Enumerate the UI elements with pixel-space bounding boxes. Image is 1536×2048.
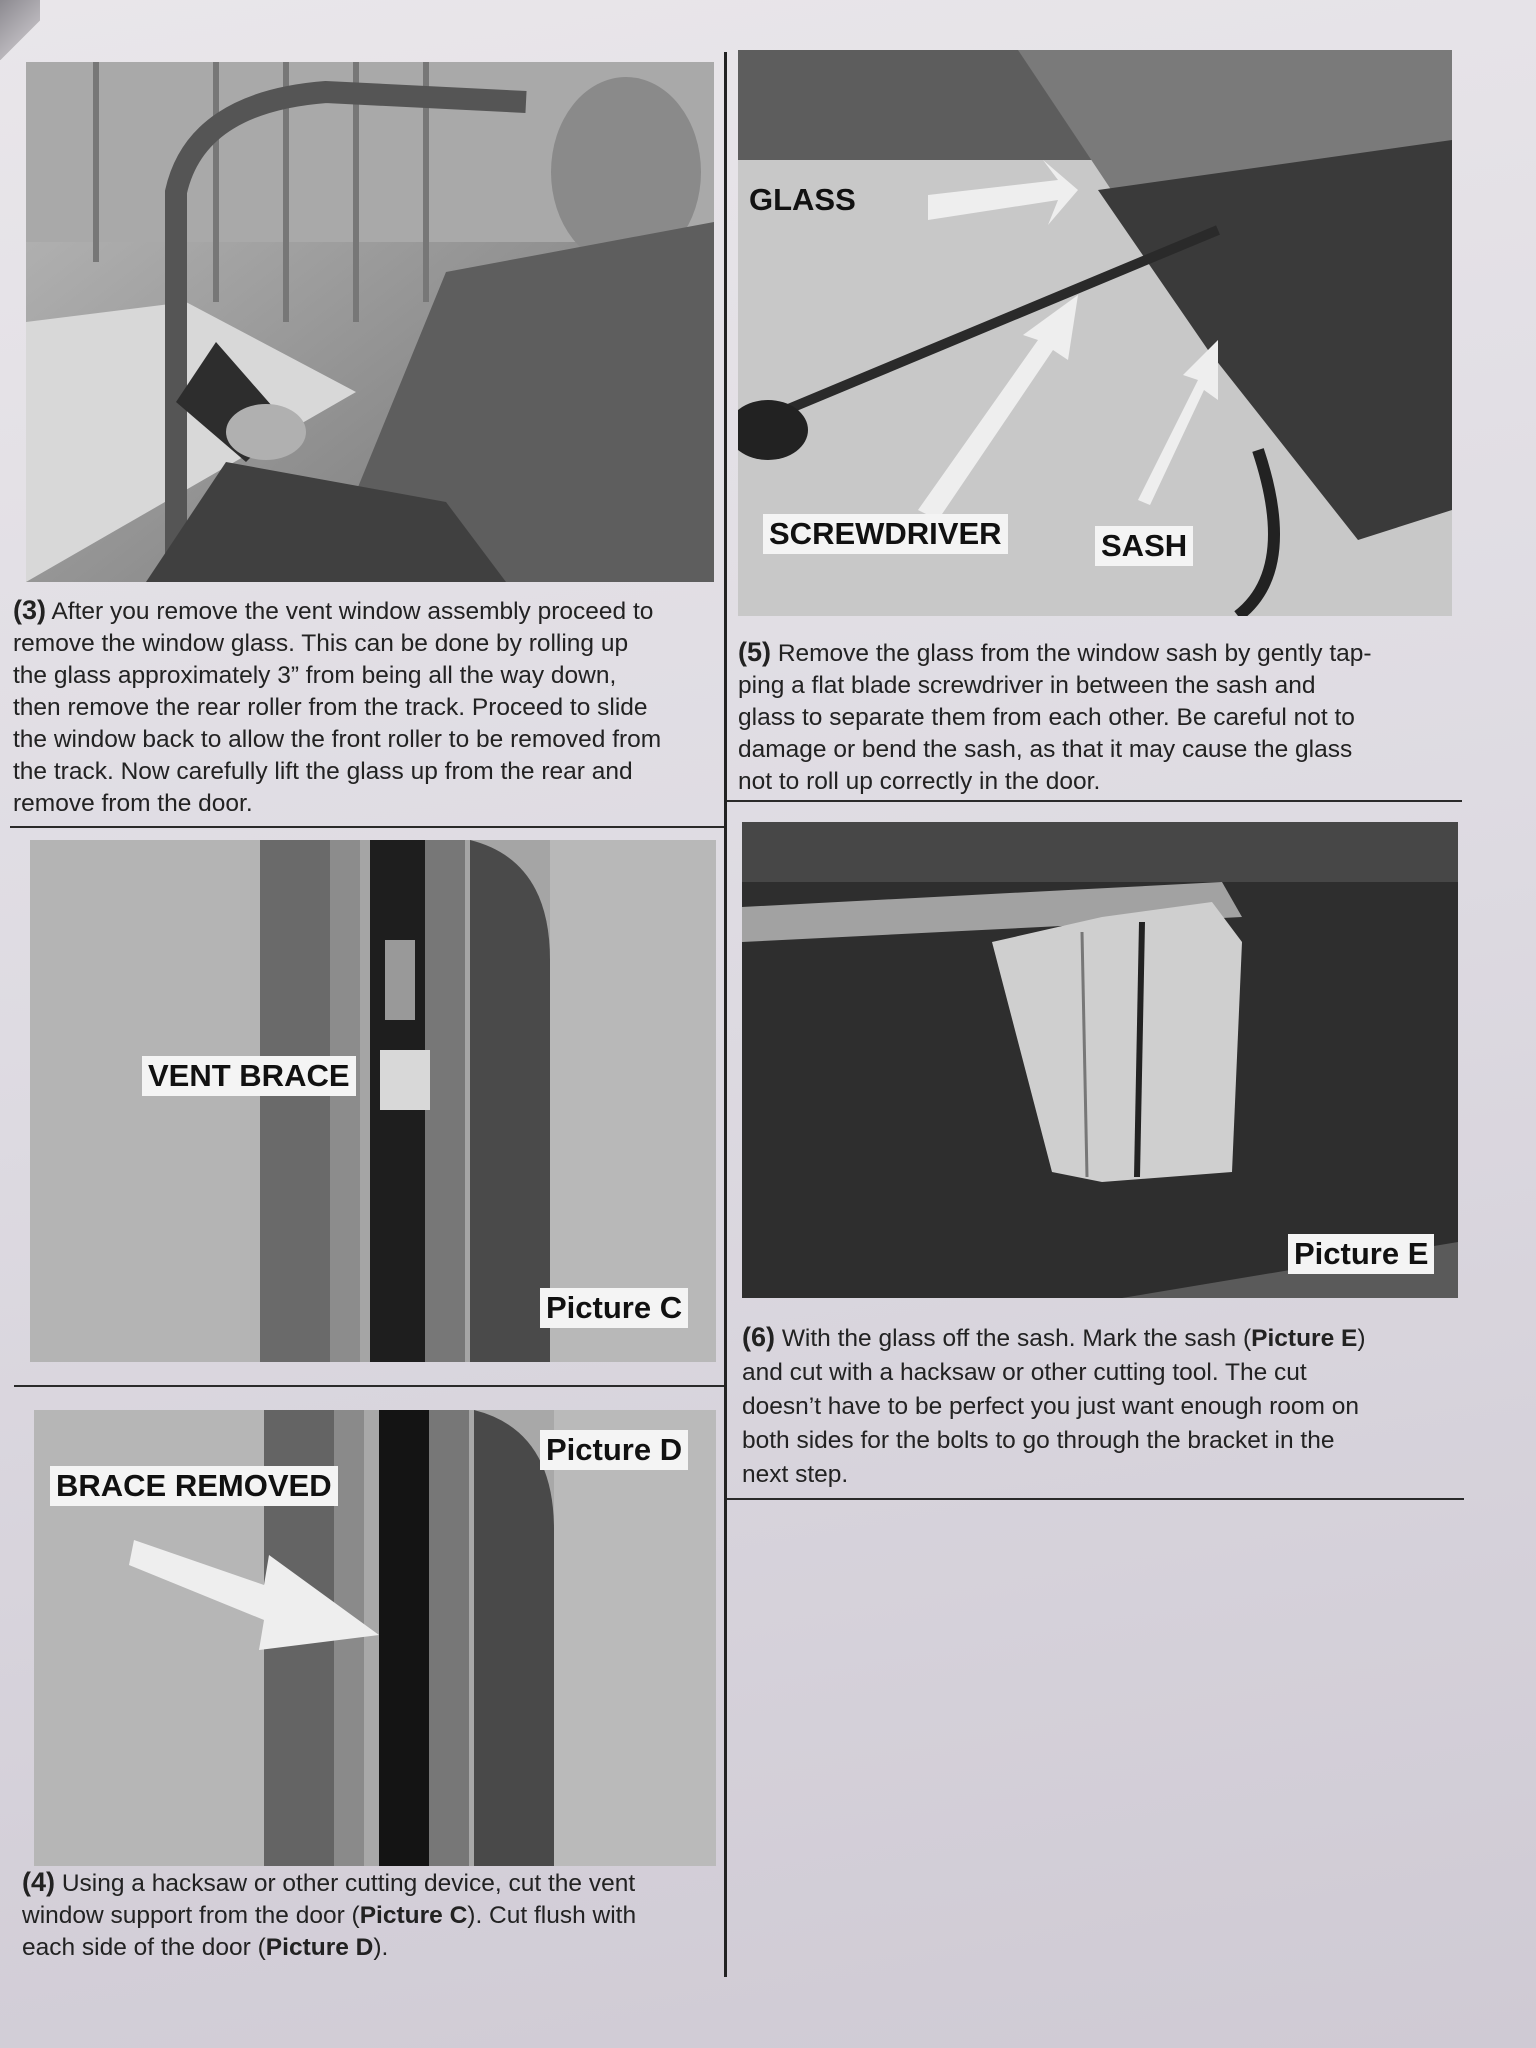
caption-line: not to roll up correctly in the door.	[738, 768, 1101, 795]
caption-line: window support from the door (	[22, 1902, 360, 1929]
caption-line: then remove the rear roller from the track. Proceed to slide	[13, 694, 648, 721]
caption-line: glass to separate them from each other. Be careful not to	[738, 704, 1355, 731]
caption-line: damage or bend the sash, as that it may cause the glass	[738, 736, 1353, 763]
step-number: (3)	[13, 595, 46, 625]
screwdriver-label: SCREWDRIVER	[763, 514, 1008, 554]
caption-line: remove from the door.	[13, 790, 253, 817]
caption-line: each side of the door (	[22, 1934, 266, 1961]
caption-line: With the glass off the sash. Mark the sash (	[781, 1325, 1252, 1352]
photo-glass-sash-separation	[738, 50, 1452, 616]
caption-line: Remove the glass from the window sash by gently tap-	[777, 640, 1372, 667]
photo-window-glass-removal	[26, 62, 714, 582]
rule	[10, 826, 724, 828]
caption-step-6	[742, 1320, 1462, 1492]
picture-d-label: Picture D	[540, 1430, 688, 1470]
column-divider	[724, 52, 727, 1977]
sash-label: SASH	[1095, 526, 1193, 566]
step-number: (6)	[742, 1322, 775, 1352]
photo-picture-e	[742, 822, 1458, 1298]
caption-line: the window back to allow the front roller to be removed from	[13, 726, 662, 753]
caption-line: next step.	[742, 1461, 849, 1488]
caption-line: ). Cut flush with	[467, 1902, 637, 1929]
caption-line: both sides for the bolts to go through the bracket in the	[742, 1427, 1335, 1454]
caption-line: After you remove the vent window assembly proceed to	[51, 598, 654, 625]
picture-c-reference: Picture C	[359, 1902, 468, 1929]
caption-line: Using a hacksaw or other cutting device, cut the vent	[61, 1870, 636, 1897]
picture-c-label: Picture C	[540, 1288, 688, 1328]
caption-line: doesn’t have to be perfect you just want enough room on	[742, 1393, 1359, 1420]
caption-line: ).	[373, 1934, 389, 1961]
caption-line: and cut with a hacksaw or other cutting tool. The cut	[742, 1359, 1307, 1386]
rule	[14, 1385, 724, 1387]
picture-d-reference: Picture D	[265, 1934, 374, 1961]
picture-e-reference: Picture E	[1251, 1325, 1358, 1352]
photo-picture-d	[34, 1410, 716, 1866]
brace-removed-label: BRACE REMOVED	[50, 1466, 338, 1506]
caption-line: remove the window glass. This can be done by rolling up	[13, 630, 629, 657]
caption-line: the track. Now carefully lift the glass up from the rear and	[13, 758, 633, 785]
caption-step-5	[738, 636, 1458, 798]
caption-step-4	[22, 1866, 722, 1964]
photo-picture-c	[30, 840, 716, 1362]
step-number: (5)	[738, 637, 771, 667]
vent-brace-label: VENT BRACE	[142, 1056, 356, 1096]
glass-label: GLASS	[743, 180, 862, 220]
caption-line: the glass approximately 3” from being all the way down,	[13, 662, 617, 689]
picture-e-label: Picture E	[1288, 1234, 1434, 1274]
caption-line: )	[1357, 1325, 1366, 1352]
step-number: (4)	[22, 1867, 55, 1897]
page-corner-shadow	[0, 0, 40, 60]
rule	[727, 800, 1462, 802]
rule	[727, 1498, 1464, 1500]
caption-line: ping a flat blade screwdriver in between the sash and	[738, 672, 1316, 699]
caption-step-3	[13, 594, 723, 820]
